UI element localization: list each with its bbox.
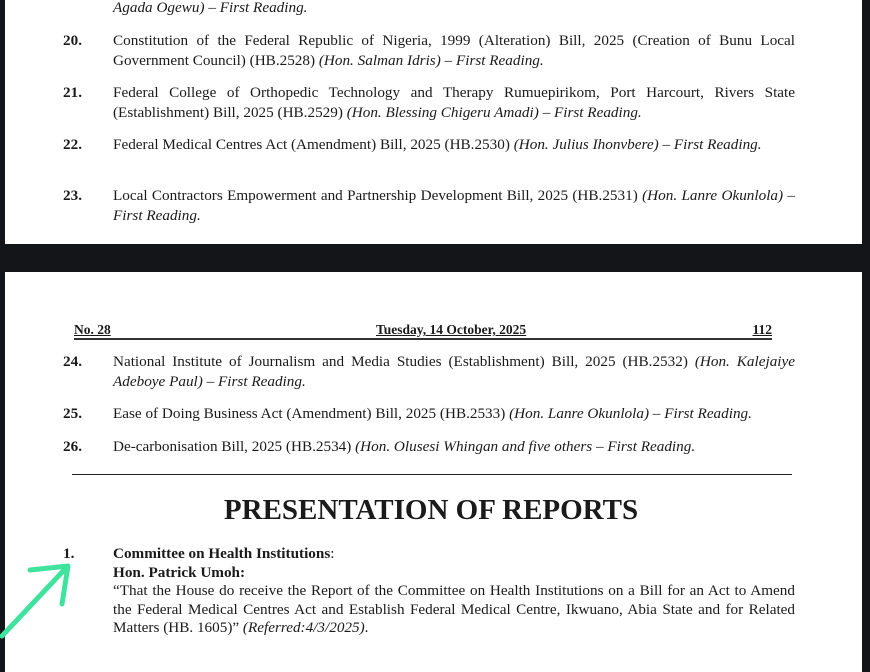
item-number: 22. — [63, 136, 82, 153]
committee-name: Committee on Health Institutions — [113, 545, 331, 562]
document-page-1 — [5, 0, 862, 244]
item-number: 21. — [63, 84, 82, 101]
item-sponsor: (Hon. Blessing Chigeru Amadi) – First Reading. — [346, 103, 642, 121]
annotation-arrow-icon — [0, 560, 80, 653]
item-sponsor: (Hon. Lanre Okunlola) – First Reading. — [113, 187, 796, 224]
item-text: Constitution of the Federal Republic of Nigeria, 1999 (Alteration) Bill, 2025 (Creation of Bunu Local Government Council) (HB.2528) — [113, 32, 795, 69]
item-number: 26. — [63, 438, 82, 455]
report-item — [63, 545, 795, 638]
item-text: Local Contractors Empowerment and Partnership Development Bill, 2025 (HB.2531) — [113, 187, 643, 204]
item-number: 1. — [63, 545, 75, 562]
journal-number: No. 28 — [74, 322, 111, 337]
list-item — [63, 404, 795, 424]
list-item — [63, 83, 795, 122]
list-item — [63, 186, 795, 225]
section-divider — [72, 474, 792, 475]
list-item — [63, 0, 795, 18]
list-item — [63, 437, 795, 457]
item-number: 24. — [63, 353, 82, 370]
item-sponsor: (Hon. Olusesi Whingan and five others – First Reading. — [355, 438, 696, 455]
colon: : — [330, 545, 335, 562]
list-item — [63, 31, 795, 70]
report-text: “That the House do receive the Report of the Committee on Health Institutions on a Bill for an Act to Amend the Federal Medical Centres Act and Establish Federal Medical Centre, Ikwuano, Abia State and for Related Matters (HB. 1605)” — [113, 582, 795, 636]
item-sponsor: (Hon. Salman Idris) – First Reading. — [318, 51, 544, 69]
period: . — [364, 619, 369, 636]
item-sponsor: (Hon. Julius Ihonvbere) – First Reading. — [513, 136, 762, 153]
item-text: National Institute of Journalism and Media Studies (Establishment) Bill, 2025 (HB.2532) — [113, 353, 695, 370]
item-number: 20. — [63, 32, 82, 49]
item-sponsor: (Hon. Lanre Okunlola) – First Reading. — [509, 405, 752, 422]
item-sponsor: (Hon. Kalejaiye Adeboye Paul) – First Reading. — [113, 353, 795, 390]
item-number: 23. — [63, 187, 82, 204]
list-item — [63, 135, 795, 155]
item-text: Federal Medical Centres Act (Amendment) Bill, 2025 (HB.2530) — [113, 136, 514, 153]
item-text: De-carbonisation Bill, 2025 (HB.2534) — [113, 438, 356, 455]
referred-date: (Referred:4/3/2025) — [242, 619, 365, 636]
page-number: 112 — [752, 322, 772, 337]
member-name: Hon. Patrick Umoh: — [113, 563, 246, 581]
document-page-2 — [5, 272, 862, 672]
list-item — [63, 352, 795, 391]
item-text: Federal College of Orthopedic Technology and Therapy Rumuepirikom, Port Harcourt, Rivers State (Establishment) Bill, 2025 (HB.2529) — [113, 84, 795, 121]
journal-date: Tuesday, 14 October, 2025 — [376, 322, 527, 337]
item-number: 25. — [63, 405, 82, 422]
item-text: Ease of Doing Business Act (Amendment) Bill, 2025 (HB.2533) — [113, 405, 510, 422]
section-title: PRESENTATION OF REPORTS — [223, 494, 639, 526]
item-text: Agada Ogewu) – First Reading. — [113, 0, 308, 16]
page-header — [74, 322, 772, 340]
